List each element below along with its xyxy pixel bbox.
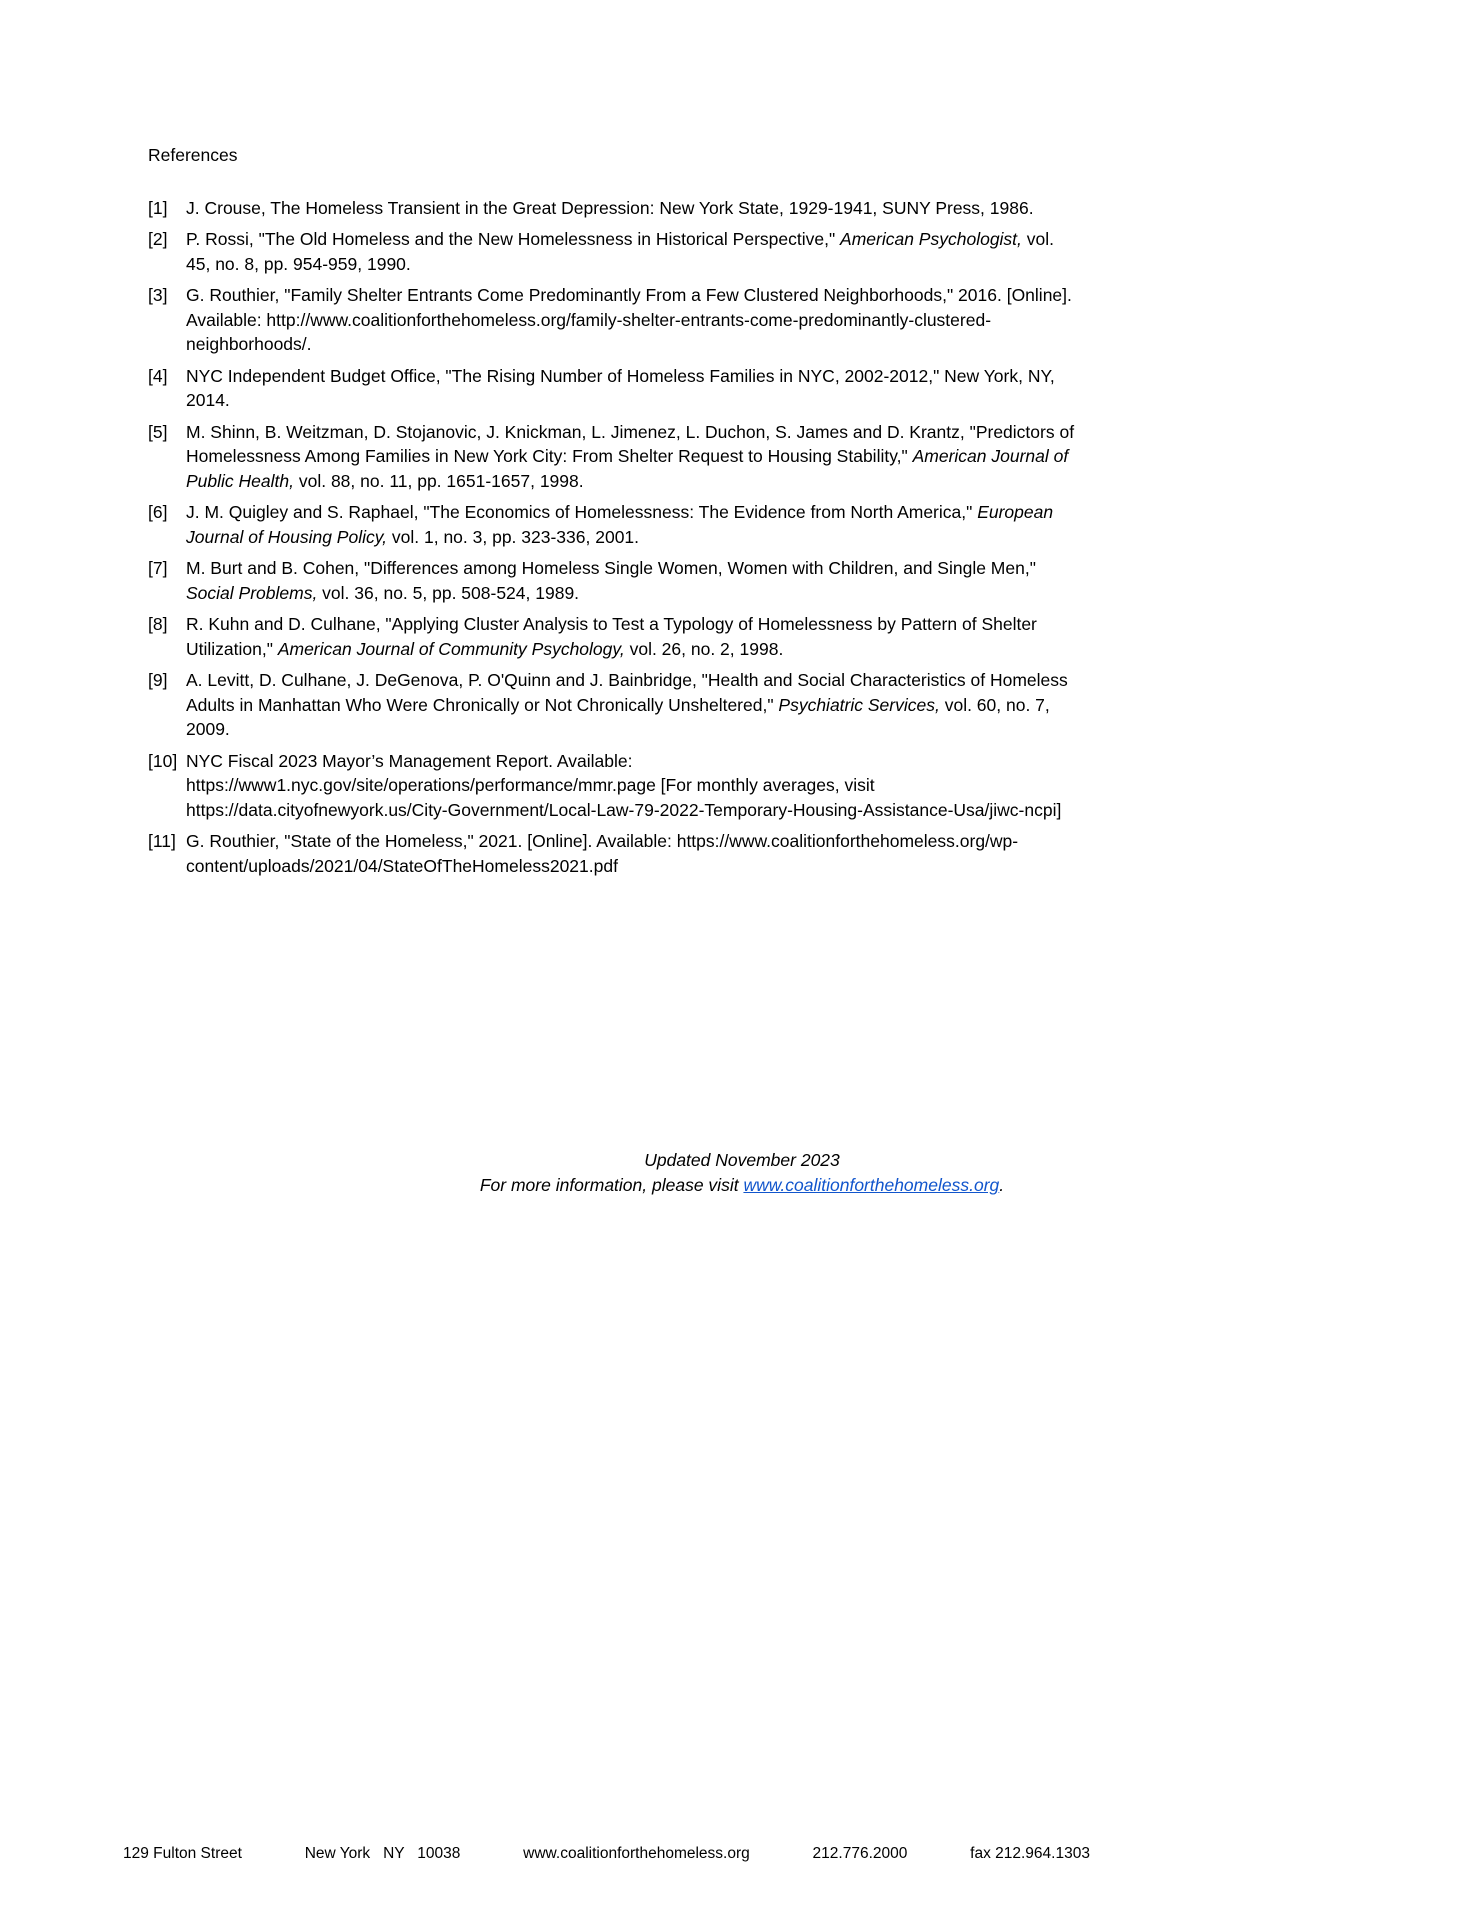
footer-address: 129 Fulton Street <box>123 1845 242 1862</box>
reference-text: R. Kuhn and D. Culhane, "Applying Cluster Analysis to Test a Typology of Homelessness by Pattern of Shelter Utilization," American Journal of Community Psychology, vol. 26, no. 2, 1998. <box>186 614 1037 659</box>
footer-city-state-zip: New York NY 10038 <box>304 1845 461 1862</box>
footer-fax: fax 212.964.1303 <box>970 1845 1090 1862</box>
reference-text: G. Routhier, "State of the Homeless," 2021. [Online]. Available: https://www.coalitionforthehomeless.org/wp-content/uploads/2021/04/StateOfTheHomeless2021.pdf <box>186 831 1019 876</box>
reference-number: [4] <box>148 365 168 386</box>
update-note <box>0 1148 1484 1199</box>
reference-item <box>148 283 1076 357</box>
page-footer <box>123 1843 1090 1865</box>
reference-item <box>148 612 1076 661</box>
reference-number: [11] <box>148 831 176 851</box>
reference-item <box>148 556 1076 605</box>
reference-text: NYC Fiscal 2023 Mayor’s Management Report. Available: https://www1.nyc.gov/site/operations/performance/mmr.page [For monthly averages, visit https://data.cityofnewyork.us/City-Government/Local-Law-79-2022-Temporary-Housing-Assistance-Usa/jiwc-ncpi] <box>186 750 1062 820</box>
reference-number: [7] <box>148 558 168 578</box>
footer-website: www.coalitionforthehomeless.org <box>523 1845 750 1862</box>
reference-item <box>148 196 1076 221</box>
reference-text: G. Routhier, "Family Shelter Entrants Come Predominantly From a Few Clustered Neighborhoods," 2016. [Online]. Available: http://www.coalitionforthehomeless.org/family-shelter-entrants-come-predominantly-clustered-neighborhoods/. <box>186 285 1072 354</box>
reference-list <box>148 196 1076 879</box>
reference-item <box>148 668 1076 742</box>
reference-text: J. M. Quigley and S. Raphael, "The Economics of Homelessness: The Evidence from North America," European Journal of Housing Policy, vol. 1, no. 3, pp. 323-336, 2001. <box>186 502 1054 547</box>
reference-number: [9] <box>148 670 168 690</box>
reference-number: [5] <box>148 421 168 442</box>
reference-number: [2] <box>148 229 168 249</box>
reference-number: [1] <box>148 197 168 218</box>
reference-text: M. Burt and B. Cohen, "Differences among Homeless Single Women, Women with Children, and Single Men," Social Problems, vol. 36, no. 5, pp. 508-524, 1989. <box>186 558 1036 603</box>
coalition-website-link[interactable]: www.coalitionforthehomeless.org <box>743 1175 1000 1196</box>
footer-phone: 212.776.2000 <box>812 1845 908 1862</box>
reference-number: [10] <box>148 750 178 771</box>
page-title: References <box>148 145 238 165</box>
reference-number: [6] <box>148 502 168 522</box>
reference-item <box>148 420 1076 494</box>
reference-number: [3] <box>148 285 168 305</box>
reference-item <box>148 227 1076 276</box>
update-note-line1: Updated November 2023 <box>644 1150 840 1170</box>
reference-number: [8] <box>148 614 168 634</box>
reference-item <box>148 500 1076 549</box>
reference-text: NYC Independent Budget Office, "The Rising Number of Homeless Families in NYC, 2002-2012," New York, NY, 2014. <box>186 365 1055 410</box>
reference-item <box>148 829 1076 878</box>
update-note-prefix: For more information, please visit <box>479 1175 744 1196</box>
update-note-suffix: . <box>999 1175 1005 1196</box>
reference-item <box>148 364 1076 413</box>
reference-text: J. Crouse, The Homeless Transient in the Great Depression: New York State, 1929-1941, SUNY Press, 1986. <box>186 197 1034 218</box>
reference-text: M. Shinn, B. Weitzman, D. Stojanovic, J. Knickman, L. Jimenez, L. Duchon, S. James and D. Krantz, "Predictors of Homelessness Among Families in New York City: From Shelter Request to Housing Stability," American Journal of Public Health, vol. 88, no. 11, pp. 1651-1657, 1998. <box>186 421 1075 491</box>
references-section <box>148 143 1076 885</box>
update-note-line2 <box>0 1173 1484 1198</box>
reference-item <box>148 749 1076 823</box>
reference-text: P. Rossi, "The Old Homeless and the New Homelessness in Historical Perspective," American Psychologist, vol. 45, no. 8, pp. 954-959, 1990. <box>186 229 1055 274</box>
reference-text: A. Levitt, D. Culhane, J. DeGenova, P. O'Quinn and J. Bainbridge, "Health and Social Characteristics of Homeless Adults in Manhattan Who Were Chronically or Not Chronically Unsheltered," Psychiatric Services, vol. 60, no. 7, 2009. <box>186 670 1068 739</box>
